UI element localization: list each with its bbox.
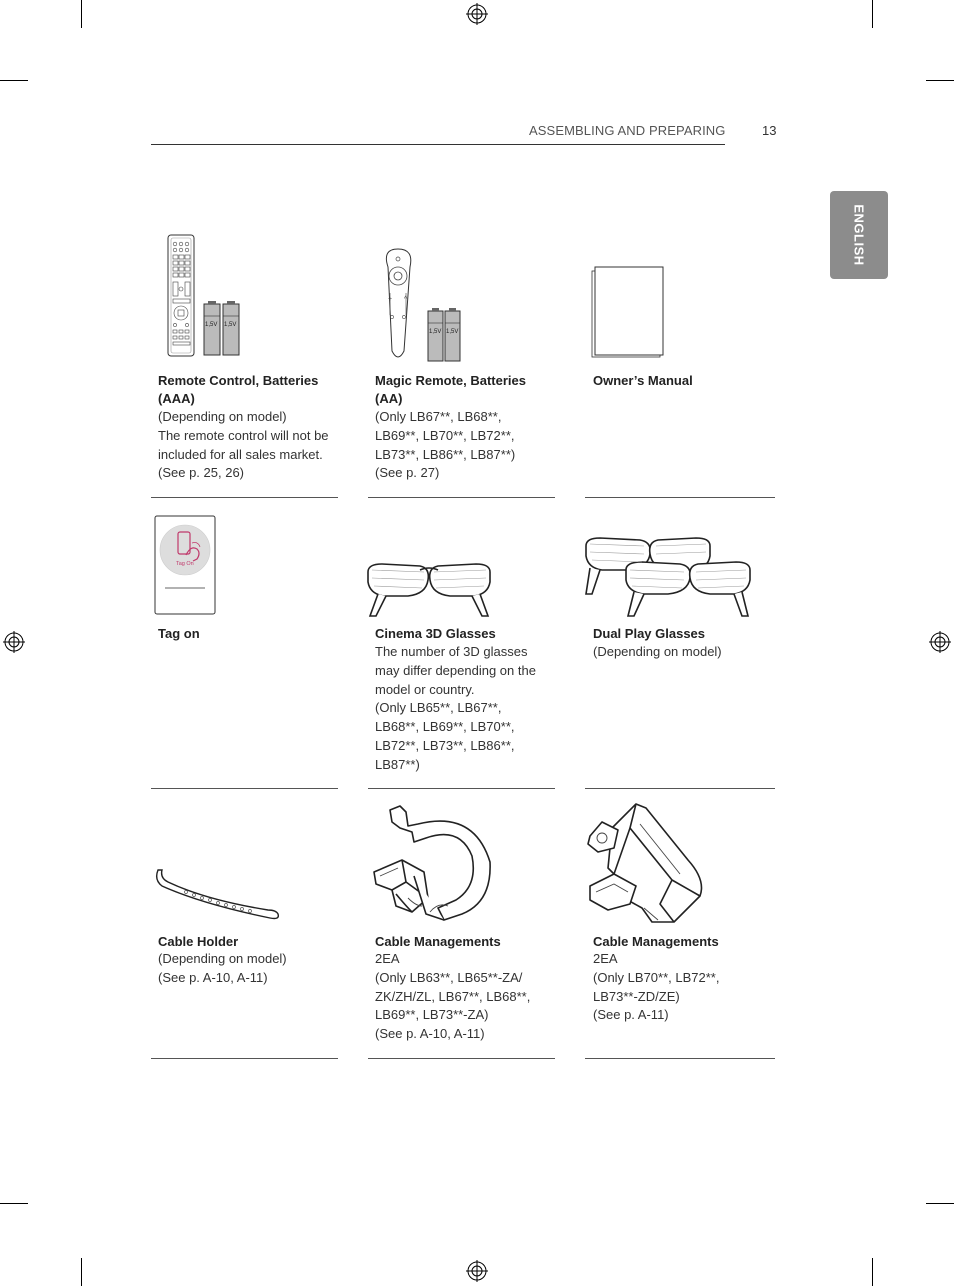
battery-label: 1,5V <box>429 329 442 335</box>
cell-rule <box>151 1058 338 1059</box>
dual-play-glasses-illustration <box>582 534 756 620</box>
owners-manual-illustration <box>590 265 666 359</box>
item-title: Magic Remote, Batteries (AA) <box>375 373 526 406</box>
item-description: 2EA (Only LB70**, LB72**, LB73**-ZD/ZE) (See p. A-11) <box>593 951 720 1023</box>
battery-label: 1,5V <box>446 329 459 335</box>
cell-rule <box>368 788 555 789</box>
tag-on-card-illustration <box>153 515 217 617</box>
registration-mark-icon <box>466 1260 488 1282</box>
cell-rule <box>151 788 338 789</box>
item-description: (Only LB67**, LB68**, LB69**, LB70**, LB72**, LB73**, LB86**, LB87**) (See p. 27) <box>375 409 516 481</box>
crop-mark <box>926 80 954 81</box>
crop-mark <box>0 1203 28 1204</box>
cell-rule <box>368 497 555 498</box>
battery-label: 1,5V <box>205 322 218 328</box>
item-title: Owner’s Manual <box>593 373 693 388</box>
header-rule <box>151 144 725 145</box>
registration-mark-icon <box>3 631 25 653</box>
item-title: Cable Managements <box>593 934 719 949</box>
cinema-3d-glasses-illustration <box>364 558 494 620</box>
tag-on-sticker-label: Tag On <box>176 561 194 567</box>
svg-text:^: ^ <box>404 296 408 303</box>
item-title: Cable Holder <box>158 934 239 949</box>
battery-label: 1,5V <box>224 322 237 328</box>
section-title: ASSEMBLING AND PREPARING <box>529 123 726 138</box>
item-title: Remote Control, Batteries (AAA) <box>158 373 319 406</box>
crop-mark <box>0 80 28 81</box>
item-title: Tag on <box>158 626 200 641</box>
page-number: 13 <box>762 123 777 138</box>
item-description: The number of 3D glasses may differ depending on the model or country. (Only LB65**, LB67**, LB68**, LB69**, LB70**, LB72**, LB73**, LB86**, LB87**) <box>375 644 536 772</box>
cell-rule <box>151 497 338 498</box>
item-description: 2EA (Only LB63**, LB65**-ZA/ ZK/ZH/ZL, LB67**, LB68**, LB69**, LB73**-ZA) (See p. A-10, A-11) <box>375 951 531 1042</box>
language-tab <box>830 191 888 279</box>
remote-control-illustration <box>165 233 245 359</box>
crop-mark <box>81 1258 82 1286</box>
item-description: (Depending on model) The remote control will not be included for all sales market. (See p. 25, 26) <box>158 409 329 481</box>
registration-mark-icon <box>929 631 951 653</box>
crop-mark <box>872 1258 873 1286</box>
item-description: (Depending on model) (See p. A-10, A-11) <box>158 951 287 985</box>
item-title: Cable Managements <box>375 934 501 949</box>
cable-management-bracket-illustration <box>584 800 708 928</box>
cell-rule <box>368 1058 555 1059</box>
registration-mark-icon <box>466 3 488 25</box>
item-description: (Depending on model) <box>593 644 722 659</box>
language-tab-label: ENGLISH <box>851 204 867 266</box>
cable-management-clip-illustration <box>366 802 498 928</box>
crop-mark <box>81 0 82 28</box>
magic-remote-illustration <box>378 247 464 365</box>
cell-rule <box>585 1058 775 1059</box>
item-title: Cinema 3D Glasses <box>375 626 496 641</box>
cell-rule <box>585 497 775 498</box>
cell-rule <box>585 788 775 789</box>
crop-mark <box>872 0 873 28</box>
item-title: Dual Play Glasses <box>593 626 706 641</box>
svg-text:+: + <box>388 296 393 303</box>
crop-mark <box>926 1203 954 1204</box>
cable-holder-illustration <box>152 866 284 924</box>
